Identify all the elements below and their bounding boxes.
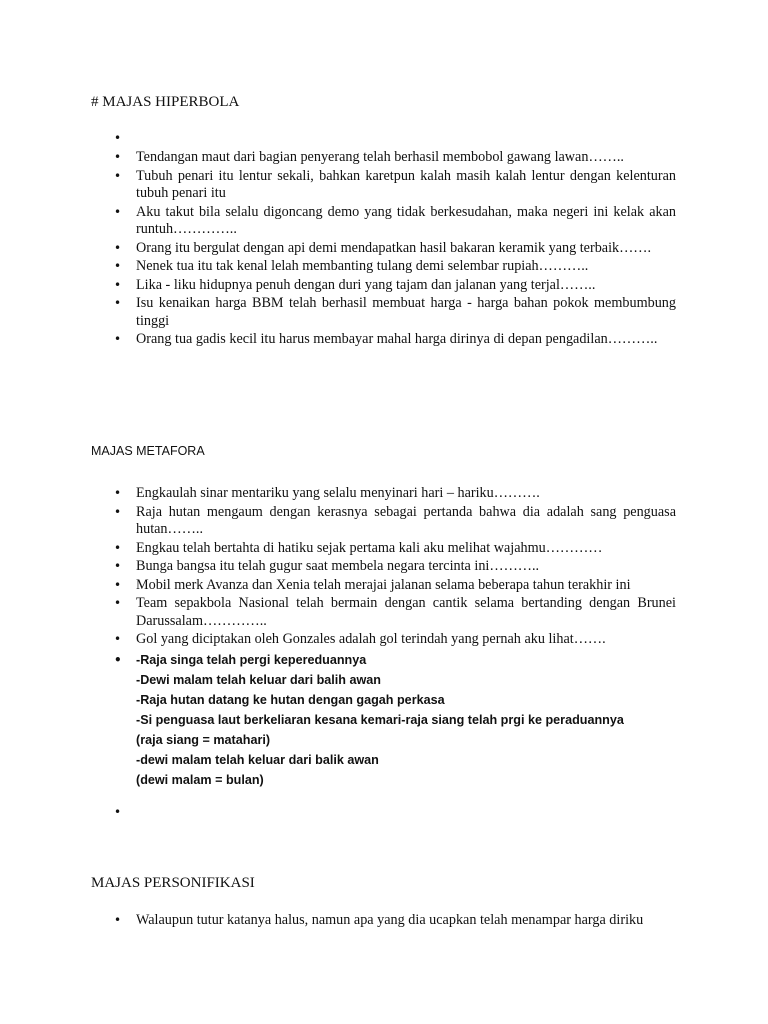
list-personifikasi (114, 912, 676, 931)
list-item: • Lika - liku hidupnya penuh dengan duri yang tajam dan jalanan yang terjal…….. (114, 277, 676, 295)
list-hiperbola (114, 130, 676, 350)
list-item-empty (114, 130, 676, 148)
bold-line: -dewi malam telah keluar dari balik awan (136, 752, 379, 767)
list-item: • Walaupun tutur katanya halus, namun apa yang dia ucapkan telah menampar harga diriku (114, 912, 676, 930)
list-item: • Tendangan maut dari bagian penyerang telah berhasil membobol gawang lawan…….. (114, 149, 676, 167)
list-item: • Gol yang diciptakan oleh Gonzales adalah gol terindah yang pernah aku lihat……. (114, 631, 676, 649)
list-item: • Bunga bangsa itu telah gugur saat membela negara tercinta ini……….. (114, 558, 676, 576)
list-item: • Engkaulah sinar mentariku yang selalu menyinari hari – hariku………. (114, 485, 676, 503)
bold-line: (dewi malam = bulan) (136, 772, 264, 787)
heading-hiperbola: # MAJAS HIPERBOLA (91, 94, 240, 110)
heading-metafora: MAJAS METAFORA (91, 444, 205, 458)
bold-line: -Raja hutan datang ke hutan dengan gagah perkasa (136, 692, 445, 707)
heading-personifikasi: MAJAS PERSONIFIKASI (91, 875, 255, 891)
list-item: • Raja hutan mengaum dengan kerasnya sebagai pertanda bahwa dia adalah sang penguasa hutan…….. (114, 504, 676, 539)
list-item: • Tubuh penari itu lentur sekali, bahkan karetpun kalah masih kalah lentur dengan kelenturan tubuh penari itu (114, 168, 676, 203)
bold-line: -Dewi malam telah keluar dari balih awan (136, 672, 381, 687)
list-empty-bullet (114, 804, 676, 823)
bold-line: • -Raja singa telah pergi kepereduannya (136, 652, 367, 667)
list-item: • Nenek tua itu tak kenal lelah membanting tulang demi selembar rupiah……….. (114, 258, 676, 276)
list-item-bold-block (114, 650, 676, 790)
list-item: • Aku takut bila selalu digoncang demo yang tidak berkesudahan, maka negeri ini kelak akan runtuh………….. (114, 204, 676, 239)
bold-line: (raja siang = matahari) (136, 732, 271, 747)
list-item-empty (114, 804, 676, 822)
list-item: • Mobil merk Avanza dan Xenia telah merajai jalanan selama beberapa tahun terakhir ini (114, 577, 676, 595)
list-item: • Orang itu bergulat dengan api demi mendapatkan hasil bakaran keramik yang terbaik……. (114, 240, 676, 258)
list-item: • Engkau telah bertahta di hatiku sejak pertama kali aku melihat wajahmu………… (114, 540, 676, 558)
list-item: • Isu kenaikan harga BBM telah berhasil membuat harga - harga bahan pokok membumbung tinggi (114, 295, 676, 330)
list-item: • Orang tua gadis kecil itu harus membayar mahal harga dirinya di depan pengadilan……….. (114, 331, 676, 349)
bold-line: -Si penguasa laut berkeliaran kesana kemari-raja siang telah prgi ke peraduannya (136, 712, 624, 727)
list-metafora (114, 485, 676, 791)
list-item: • Team sepakbola Nasional telah bermain dengan cantik selama bertanding dengan Brunei Darussalam………….. (114, 595, 676, 630)
